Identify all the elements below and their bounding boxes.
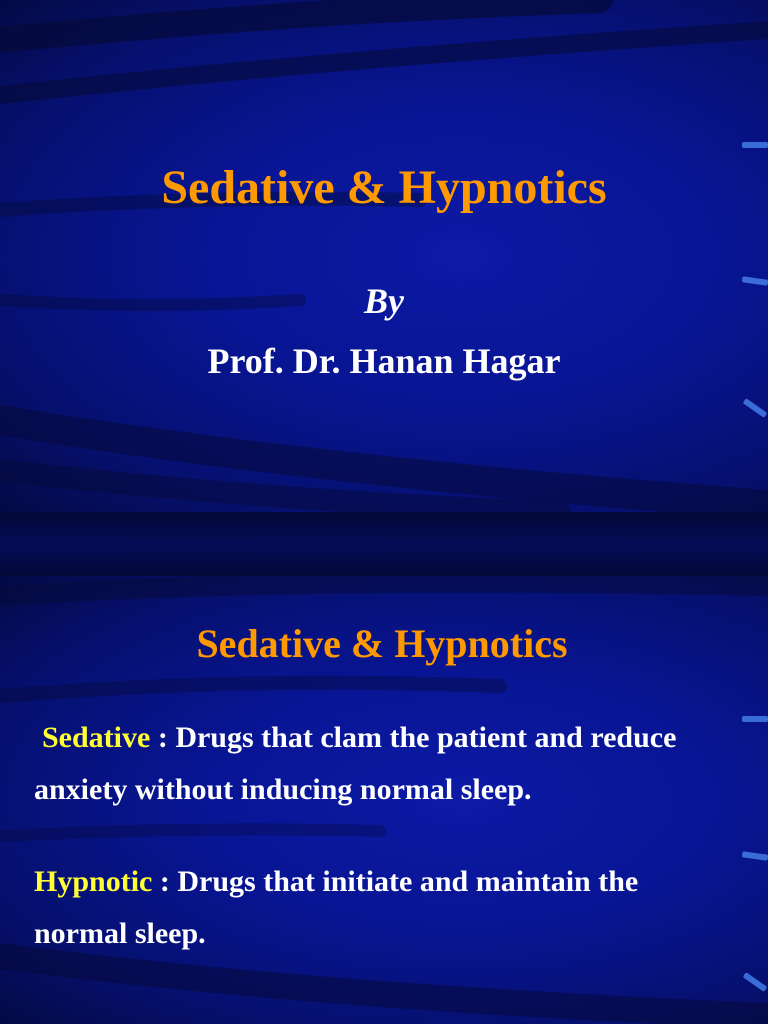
term-hypnotic: Hypnotic [34, 865, 153, 898]
slide-definitions-heading: Sedative & Hypnotics [196, 621, 568, 666]
definition-hypnotic [34, 856, 734, 960]
term-sedative: Sedative [42, 721, 151, 754]
slide-divider [0, 512, 768, 576]
slide-title-heading: Sedative & Hypnotics [161, 161, 607, 214]
author-name: Prof. Dr. Hanan Hagar [207, 341, 561, 381]
definition-text: Drugs that clam the patient and reduce anxiety without inducing normal sleep. [34, 721, 677, 806]
definition-separator: : [150, 721, 176, 754]
definition-text: Drugs that initiate and maintain the normal sleep. [34, 865, 639, 950]
by-label: By [364, 281, 404, 321]
slide-definitions [0, 576, 768, 1024]
definition-sedative [34, 712, 734, 816]
definition-separator: : [152, 865, 178, 898]
